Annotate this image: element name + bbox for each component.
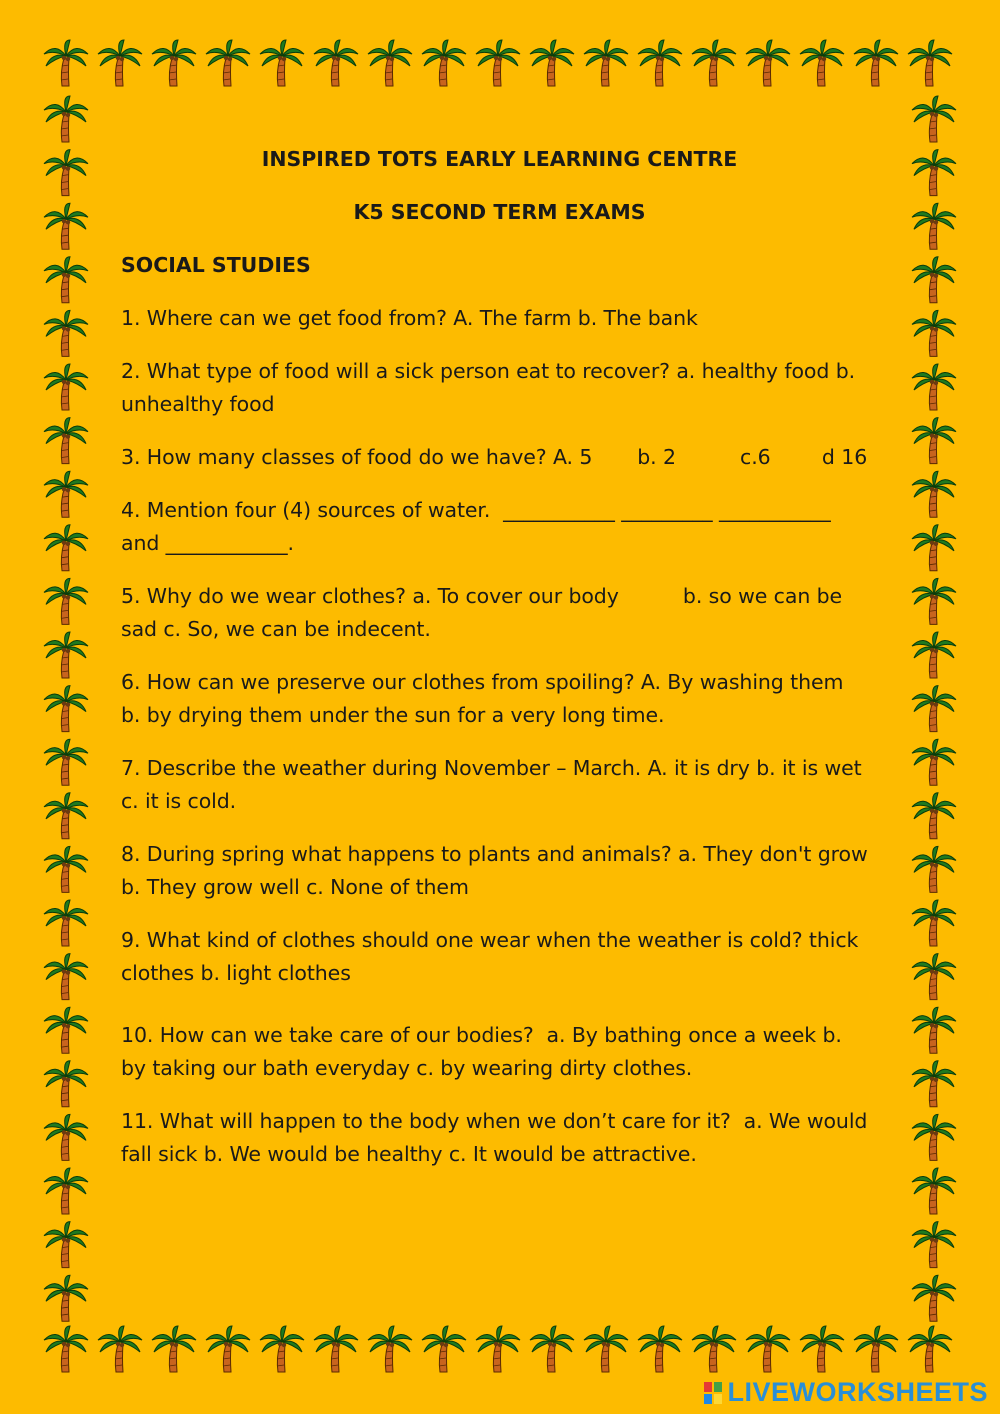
palm-tree-icon <box>206 1326 250 1372</box>
palm-tree-icon <box>638 1326 682 1372</box>
palm-tree-icon <box>912 1061 956 1107</box>
palm-tree-icon <box>44 846 88 892</box>
palm-tree-icon <box>692 1326 736 1372</box>
palm-tree-icon <box>912 1222 956 1268</box>
palm-tree-icon <box>44 1275 88 1321</box>
palm-tree-icon <box>44 1168 88 1214</box>
palm-tree-icon <box>530 1326 574 1372</box>
palm-tree-icon <box>530 40 574 86</box>
palm-tree-icon <box>260 40 304 86</box>
palm-tree-icon <box>912 471 956 517</box>
palm-tree-icon <box>44 578 88 624</box>
palm-tree-icon <box>44 954 88 1000</box>
palm-tree-icon <box>912 954 956 1000</box>
palm-tree-icon <box>44 1114 88 1160</box>
palm-tree-icon <box>912 686 956 732</box>
palm-tree-icon <box>368 40 412 86</box>
palm-tree-icon <box>44 525 88 571</box>
palm-tree-icon <box>98 1326 142 1372</box>
liveworksheets-logo-icon <box>703 1381 723 1405</box>
palm-tree-icon <box>912 1007 956 1053</box>
palm-tree-icon <box>44 364 88 410</box>
palm-tree-icon <box>44 793 88 839</box>
palm-tree-icon <box>912 418 956 464</box>
palm-tree-icon <box>912 793 956 839</box>
palm-tree-icon <box>912 739 956 785</box>
palm-tree-icon <box>854 1326 898 1372</box>
palm-tree-icon <box>746 1326 790 1372</box>
question-6: 6. How can we preserve our clothes from spoiling? A. By washing them b. by drying them under the sun for a very long time. <box>121 670 870 727</box>
palm-tree-icon <box>692 40 736 86</box>
palm-tree-icon <box>44 310 88 356</box>
subject-heading: SOCIAL STUDIES <box>121 253 311 277</box>
palm-tree-icon <box>912 1168 956 1214</box>
palm-tree-icon <box>260 1326 304 1372</box>
palm-tree-icon <box>800 1326 844 1372</box>
palm-tree-icon <box>912 150 956 196</box>
palm-tree-icon <box>912 1114 956 1160</box>
palm-tree-icon <box>912 525 956 571</box>
palm-tree-icon <box>44 1061 88 1107</box>
palm-tree-icon <box>912 578 956 624</box>
palm-tree-icon <box>912 1275 956 1321</box>
school-name: INSPIRED TOTS EARLY LEARNING CENTRE <box>261 147 738 171</box>
palm-tree-icon <box>44 150 88 196</box>
liveworksheets-brand[interactable] <box>703 1377 988 1408</box>
palm-tree-icon <box>314 1326 358 1372</box>
palm-tree-icon <box>44 96 88 142</box>
palm-tree-icon <box>44 1326 88 1372</box>
question-1: 1. Where can we get food from? A. The farm b. The bank <box>121 306 698 330</box>
palm-tree-icon <box>44 40 88 86</box>
palm-tree-icon <box>584 1326 628 1372</box>
palm-tree-icon <box>476 1326 520 1372</box>
question-2: 2. What type of food will a sick person eat to recover? a. healthy food b. unhealthy food <box>121 359 862 416</box>
palm-tree-icon <box>44 471 88 517</box>
palm-tree-icon <box>912 257 956 303</box>
palm-tree-icon <box>908 40 952 86</box>
palm-tree-icon <box>98 40 142 86</box>
palm-tree-icon <box>44 1222 88 1268</box>
question-8: 8. During spring what happens to plants and animals? a. They don't grow b. They grow well c. None of them <box>121 842 875 899</box>
palm-tree-icon <box>44 739 88 785</box>
palm-tree-icon <box>912 203 956 249</box>
palm-tree-icon <box>152 40 196 86</box>
palm-tree-icon <box>584 40 628 86</box>
palm-tree-icon <box>44 900 88 946</box>
palm-tree-icon <box>44 203 88 249</box>
palm-tree-icon <box>854 40 898 86</box>
palm-tree-icon <box>912 310 956 356</box>
palm-tree-icon <box>44 632 88 678</box>
question-4: 4. Mention four (4) sources of water. ___________ _________ ___________ and ____________. <box>121 498 863 555</box>
question-9: 9. What kind of clothes should one wear when the weather is cold? thick clothes b. light clothes <box>121 928 865 985</box>
question-3: 3. How many classes of food do we have? A. 5 b. 2 c.6 d 16 <box>121 445 868 469</box>
question-11: 11. What will happen to the body when we don’t care for it? a. We would fall sick b. We would be healthy c. It would be attractive. <box>121 1109 874 1166</box>
palm-tree-icon <box>314 40 358 86</box>
worksheet-content <box>121 140 875 1171</box>
palm-tree-icon <box>746 40 790 86</box>
palm-tree-icon <box>912 364 956 410</box>
palm-tree-icon <box>368 1326 412 1372</box>
question-7: 7. Describe the weather during November – March. A. it is dry b. it is wet c. it is cold. <box>121 756 869 813</box>
palm-tree-icon <box>422 40 466 86</box>
brand-name: LIVEWORKSHEETS <box>727 1377 988 1407</box>
palm-tree-icon <box>800 40 844 86</box>
palm-tree-icon <box>908 1326 952 1372</box>
palm-tree-icon <box>638 40 682 86</box>
palm-tree-icon <box>912 846 956 892</box>
question-10: 10. How can we take care of our bodies? a. By bathing once a week b. by taking our bath everyday c. by wearing dirty clothes. <box>121 1023 849 1080</box>
palm-tree-icon <box>44 418 88 464</box>
palm-tree-icon <box>912 632 956 678</box>
question-5: 5. Why do we wear clothes? a. To cover our body b. so we can be sad c. So, we can be indecent. <box>121 584 849 641</box>
palm-tree-icon <box>44 1007 88 1053</box>
palm-tree-icon <box>152 1326 196 1372</box>
palm-tree-icon <box>912 900 956 946</box>
palm-tree-icon <box>422 1326 466 1372</box>
palm-tree-icon <box>44 257 88 303</box>
palm-tree-icon <box>206 40 250 86</box>
palm-tree-icon <box>912 96 956 142</box>
exam-title: K5 SECOND TERM EXAMS <box>353 200 646 224</box>
palm-tree-icon <box>44 686 88 732</box>
palm-tree-icon <box>476 40 520 86</box>
